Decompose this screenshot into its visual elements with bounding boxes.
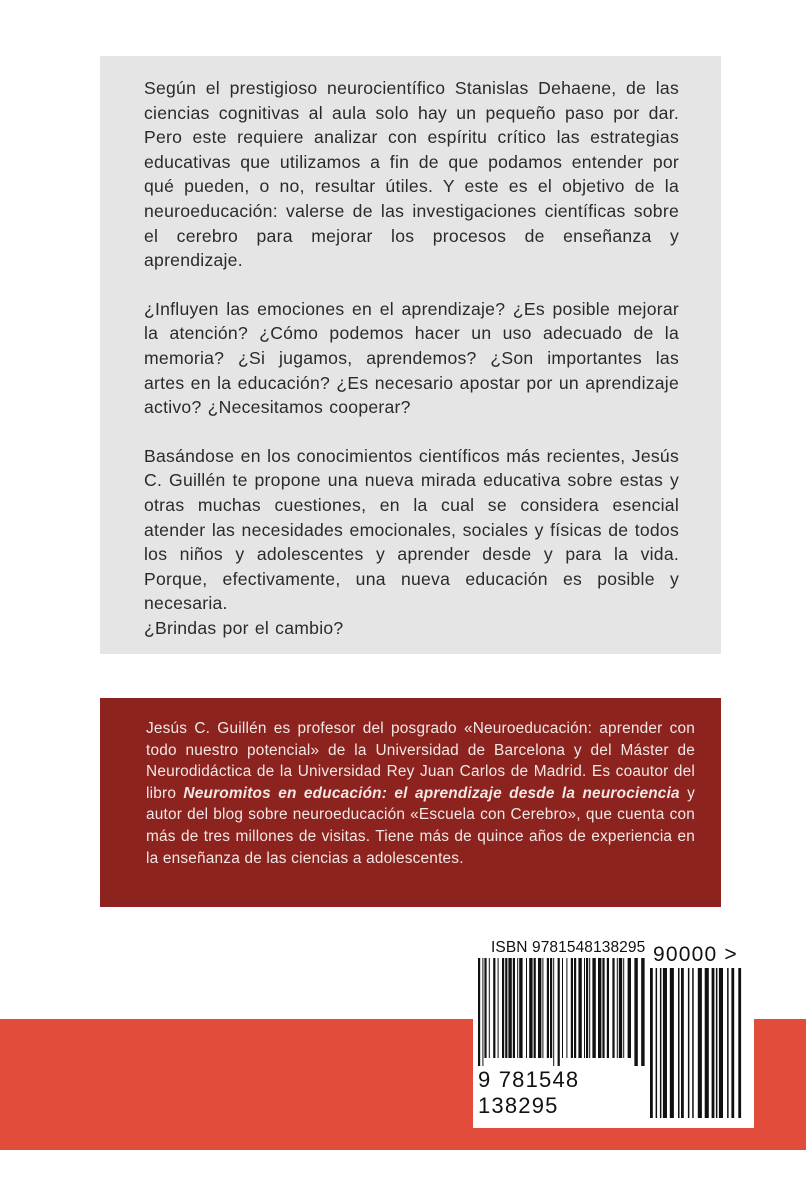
barcode-bar — [508, 958, 511, 1058]
isbn-label: ISBN 9781548138295 — [491, 939, 646, 956]
barcode-bar — [566, 958, 567, 1058]
barcode-bar — [634, 958, 637, 1066]
barcode-bar — [589, 958, 590, 1058]
barcode-bar — [505, 958, 507, 1058]
barcode-bar — [607, 958, 609, 1058]
barcode-bar — [712, 968, 715, 1118]
barcode-bar — [650, 968, 653, 1118]
barcode-bar — [534, 958, 536, 1058]
barcode-bar — [526, 958, 527, 1058]
barcode-bar — [660, 968, 662, 1118]
barcode-bar — [478, 958, 480, 1066]
barcode-bar — [617, 958, 618, 1058]
barcode-bar — [670, 968, 674, 1118]
barcode-bar — [727, 968, 729, 1118]
isbn-barcode — [478, 958, 646, 1066]
barcode-bar — [731, 968, 734, 1118]
synopsis-paragraph: ¿Influyen las emociones en el aprendizaje? ¿Es posible mejorar la atención? ¿Cómo podemos hacer un uso adecuado de la memoria? ¿Si jugamos, aprendemos? ¿Son importantes las artes en la educación? ¿Es necesario apostar por un aprendizaje activo? ¿Necesitamos cooperar? — [144, 298, 679, 418]
barcode-bar — [698, 968, 702, 1118]
barcode-bar — [529, 958, 532, 1058]
synopsis-panel — [100, 56, 721, 654]
barcode-bar — [502, 958, 504, 1058]
price-barcode — [650, 968, 744, 1118]
barcode-bar — [628, 958, 631, 1058]
barcode-bar — [716, 968, 718, 1118]
barcode-bar — [482, 958, 483, 1066]
barcode-bar — [553, 958, 554, 1066]
barcode-bar — [592, 958, 595, 1058]
barcode-bar — [550, 958, 552, 1058]
barcode-bar — [489, 958, 490, 1058]
barcode-bar — [578, 958, 581, 1058]
barcode-bar — [663, 968, 667, 1118]
barcode-bar — [558, 958, 560, 1066]
barcode-bar — [738, 968, 741, 1118]
barcode-bar — [678, 968, 680, 1118]
author-bio-panel — [100, 698, 721, 907]
barcode-bar — [641, 958, 644, 1066]
barcode-bar — [619, 958, 622, 1058]
closing-question: ¿Brindas por el cambio? — [144, 617, 344, 638]
barcode-bar — [602, 958, 604, 1058]
author-bio — [146, 718, 695, 869]
barcode-bar — [542, 958, 543, 1058]
synopsis-paragraph: Basándose en los conocimientos científicos más recientes, Jesús C. Guillén te propone una nueva mirada educativa sobre estas y otras muchas cuestiones, en la cual se considera esencial atender las necesidades emocionales, sociales y físicas de todos los niños y adolescentes y aprender desde y para la vida. Porque, efectivamente, una nueva educación es posible y necesaria. — [144, 445, 679, 614]
barcode-bar — [612, 958, 614, 1058]
barcode-bar — [719, 968, 723, 1118]
barcode-bar — [598, 958, 601, 1058]
barcode-bar — [705, 968, 709, 1118]
barcode-bar — [484, 958, 486, 1058]
barcode-bar — [586, 958, 588, 1058]
barcode-bar — [547, 958, 549, 1058]
barcode-bar — [681, 968, 684, 1118]
barcode-bar — [519, 958, 522, 1058]
barcode-bar — [493, 958, 495, 1058]
barcode-bar — [692, 968, 694, 1118]
barcode-bar — [688, 968, 690, 1118]
barcode-bar — [584, 958, 585, 1058]
barcode-bar — [574, 958, 576, 1058]
barcode-bar — [623, 958, 624, 1058]
barcode-bar — [656, 968, 658, 1118]
price-code: 90000 > — [653, 943, 738, 966]
barcode-bar — [538, 958, 541, 1058]
bio-text-end: y autor del blog sobre neuroeducación «Escuela con Cerebro», que cuenta con más de tres millones de visitas. Tiene más de quince años de experiencia en la enseñanza de las ciencias a adolescentes. — [146, 784, 696, 867]
barcode-bar — [562, 958, 563, 1058]
barcode-bar — [571, 958, 573, 1058]
synopsis-paragraph: Según el prestigioso neurocientífico Stanislas Dehaene, de las ciencias cognitivas al aula solo hay un pequeño paso por dar. Pero este requiere analizar con espíritu crítico las estrategias educativas que utilizamos a fin de que podamos entender por qué pueden, o no, resultar útiles. Y este es el objetivo de la neuroeducación: valerse de las investigaciones científicas sobre el cerebro para mejorar los procesos de enseñanza y aprendizaje. — [144, 78, 679, 271]
book-title: Neuromitos en educación: el aprendizaje desde la neurociencia — [183, 784, 680, 802]
barcode-digits: 9 781548 138295 — [478, 1067, 580, 1118]
bio-text-start: Jesús C. Guillén es profesor del posgrado «Neuroeducación: aprender con todo nuestro potencial» de la Universidad de Barcelona y del Máster de Neurodidáctica de la Universidad Rey Juan Carlos de Madrid. Es coautor del libro — [146, 720, 695, 802]
barcode-bar — [513, 958, 515, 1058]
barcode-bar — [498, 958, 499, 1058]
barcode-bar — [517, 958, 518, 1058]
